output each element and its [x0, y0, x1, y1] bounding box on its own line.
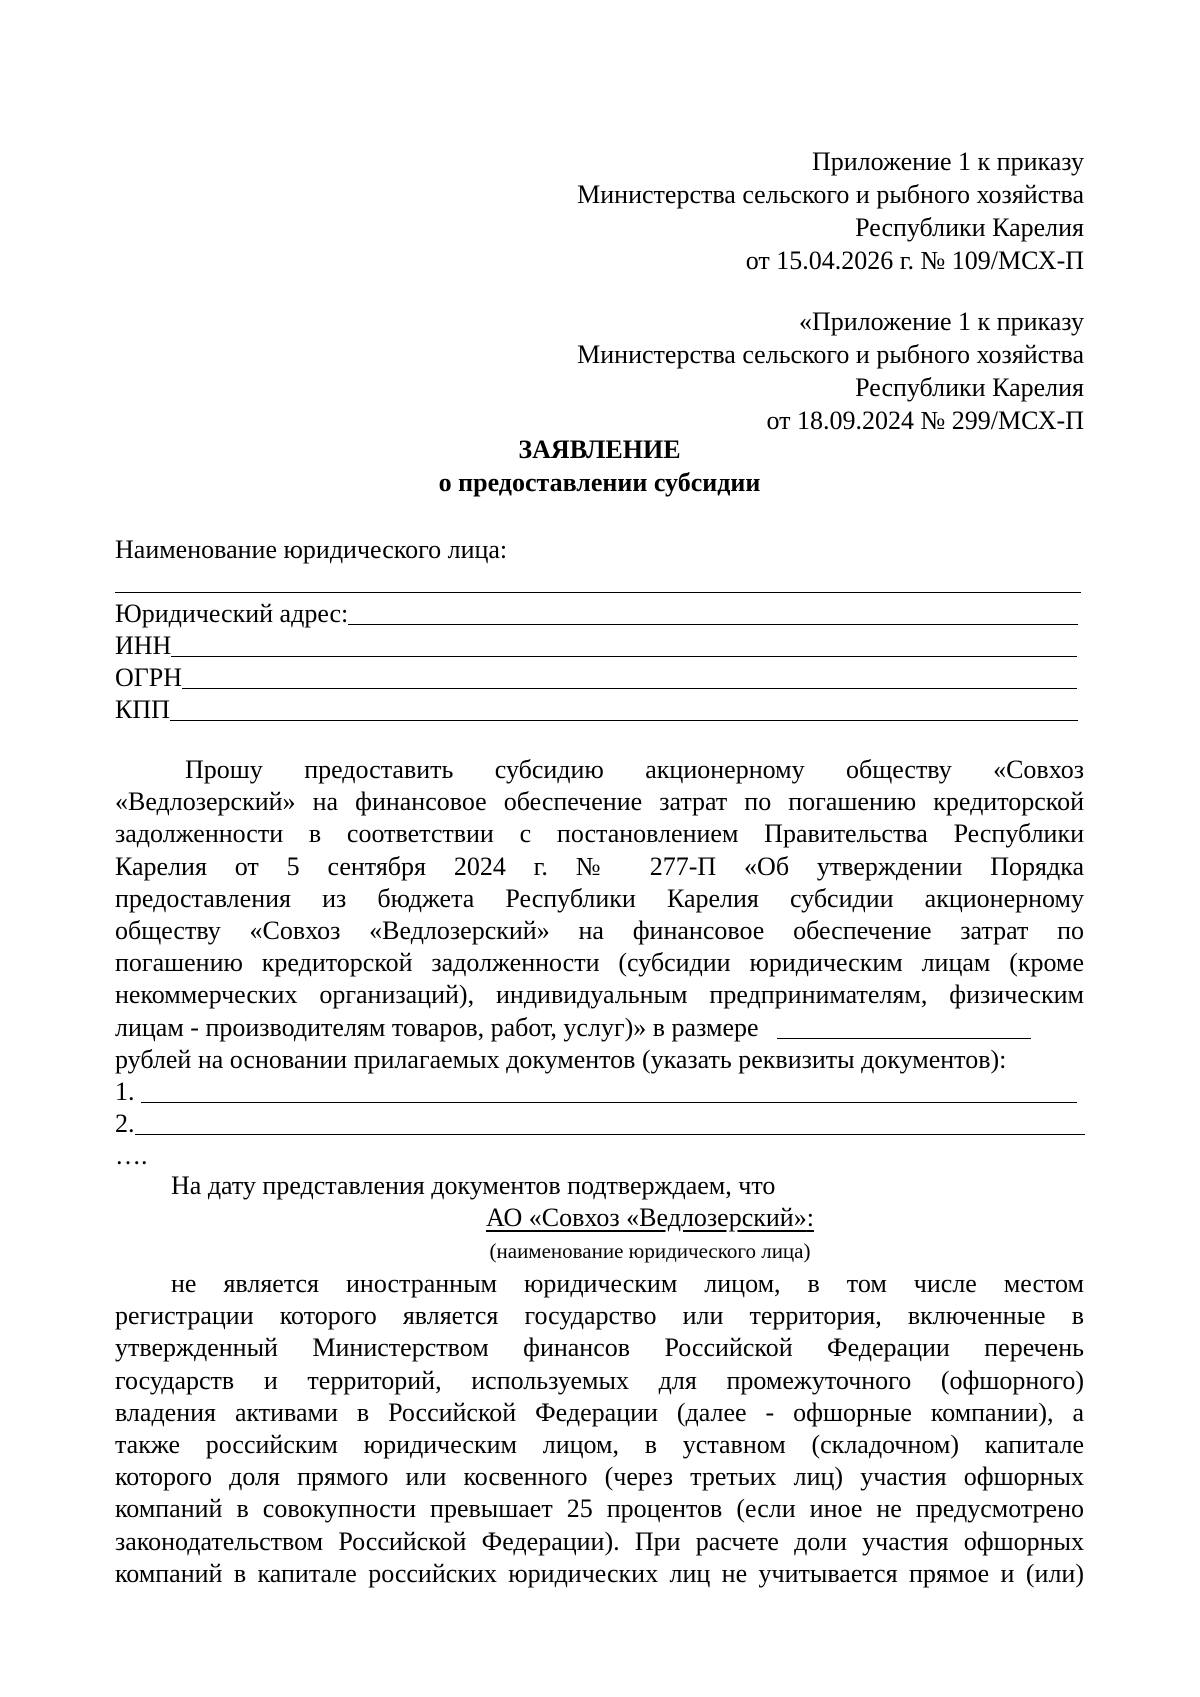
appendix-previous-line: от 18.09.2024 № 299/МСХ-П: [766, 406, 1084, 435]
confirmation-intro: На дату представления документов подтверждаем, что: [171, 1171, 776, 1200]
appendix-current-header: [577, 145, 1084, 277]
appendix-current-line: Республики Карелия: [855, 213, 1084, 242]
document-item-2-field[interactable]: [135, 1108, 1085, 1135]
amount-line-text: лицам - производителям товаров, работ, услуг)» в размере: [115, 1013, 759, 1042]
request-line: задолженности в соответствии с постановлением Правительства Республики: [115, 819, 1084, 849]
request-line: погашению кредиторской задолженности (субсидии юридическим лицам (кроме: [115, 948, 1084, 978]
document-item-2-label: 2.: [115, 1109, 135, 1138]
confirmation-line: которого доля прямого или косвенного (через третьих лиц) участия офшорных: [115, 1462, 1084, 1492]
entity-name-label: Наименование юридического лица:: [115, 535, 508, 564]
company-name-suffix: :: [806, 1203, 814, 1232]
request-line: Прошу предоставить субсидию акционерному обществу «Совхоз: [185, 755, 1084, 784]
amount-field[interactable]: [777, 1012, 1031, 1039]
legal-address-row: [115, 598, 1078, 630]
confirmation-paragraph: [115, 1268, 1084, 1590]
kpp-label: КПП: [115, 695, 170, 724]
amount-row: [115, 1012, 1031, 1044]
entity-name-field[interactable]: [115, 566, 1081, 593]
documents-line: рублей на основании прилагаемых документов (указать реквизиты документов):: [115, 1045, 1007, 1074]
document-item-1-field[interactable]: [141, 1076, 1077, 1103]
company-name-line: [360, 1202, 940, 1234]
document-item-1-row: [115, 1076, 1077, 1108]
document-item-2-row: [115, 1108, 1085, 1140]
appendix-current-line: Приложение 1 к приказу: [811, 147, 1084, 176]
confirmation-line: не является иностранным юридическим лицом, в том числе местом: [171, 1269, 1084, 1298]
ogrn-label: ОГРН: [115, 663, 183, 692]
ellipsis: ….: [115, 1141, 148, 1170]
ogrn-row: [115, 662, 1077, 694]
appendix-previous-line: «Приложение 1 к приказу: [798, 307, 1084, 336]
appendix-current-line: Министерства сельского и рыбного хозяйства: [577, 180, 1084, 209]
confirmation-line: утвержденный Министерством финансов Российской Федерации перечень: [115, 1333, 1084, 1363]
company-name-caption: (наименование юридического лица): [489, 1239, 811, 1263]
inn-row: [115, 630, 1077, 662]
confirmation-line: владения активами в Российской Федерации (далее - офшорные компании), а: [115, 1397, 1084, 1427]
kpp-field[interactable]: [170, 694, 1078, 721]
confirmation-line: также российским юридическим лицом, в уставном (складочном) капитале: [115, 1429, 1084, 1459]
appendix-previous-header: [577, 305, 1084, 437]
legal-address-label: Юридический адрес:: [115, 599, 349, 628]
entity-name-row: [115, 566, 1081, 598]
confirmation-line: компаний в совокупности превышает 25 процентов (если иное не предусмотрено: [115, 1494, 1084, 1524]
appendix-current-line: от 15.04.2026 г. № 109/МСХ-П: [745, 246, 1084, 275]
kpp-row: [115, 694, 1078, 726]
ogrn-field[interactable]: [182, 662, 1077, 689]
inn-field[interactable]: [171, 630, 1077, 657]
legal-address-field[interactable]: [348, 598, 1078, 625]
request-line: обществу «Совхоз «Ведлозерский» на финансовое обеспечение затрат по: [115, 915, 1084, 945]
document-subtitle: о предоставлении субсидии: [438, 468, 761, 497]
appendix-previous-line: Министерства сельского и рыбного хозяйства: [577, 340, 1084, 369]
request-line: некоммерческих организаций), индивидуальным предпринимателям, физическим: [115, 980, 1084, 1010]
appendix-previous-line: Республики Карелия: [855, 373, 1084, 402]
confirmation-line: компаний в капитале российских юридических лиц не учитывается прямое и (или): [115, 1558, 1084, 1588]
document-title: ЗАЯВЛЕНИЕ: [518, 435, 681, 464]
request-line: Карелия от 5 сентября 2024 г. № 277-П «Об утверждении Порядка: [115, 851, 1084, 881]
company-name: АО «Совхоз «Ведлозерский»: [486, 1203, 807, 1232]
request-paragraph: [115, 754, 1084, 1012]
request-line: предоставления из бюджета Республики Карелия субсидии акционерному: [115, 883, 1084, 913]
confirmation-line: законодательством Российской Федерации). При расчете доли участия офшорных: [115, 1526, 1084, 1556]
request-line: «Ведлозерский» на финансовое обеспечение затрат по погашению кредиторской: [115, 787, 1084, 817]
confirmation-line: регистрации которого является государство или территория, включенные в: [115, 1301, 1084, 1331]
confirmation-line: государств и территорий, используемых для промежуточного (офшорного): [115, 1365, 1084, 1395]
inn-label: ИНН: [115, 631, 172, 660]
document-item-1-label: 1.: [115, 1077, 135, 1106]
